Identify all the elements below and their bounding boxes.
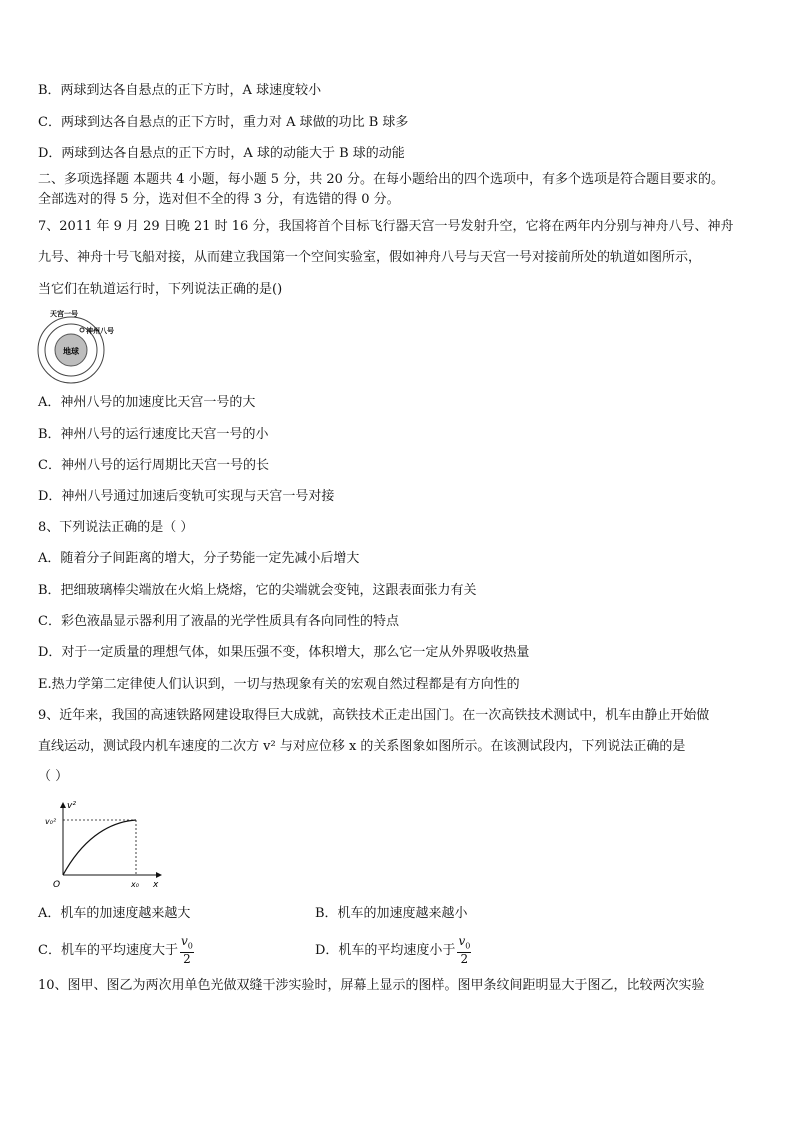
q8-option-c: C．彩色液晶显示器利用了液晶的光学性质具有各向同性的特点	[38, 614, 399, 629]
q10-stem-line1: 10、图甲、图乙为两次用单色光做双缝干涉实验时，屏幕上显示的图样。图甲条纹间距明显大于图乙，比较两次实验	[38, 978, 705, 993]
q7-stem-line3: 当它们在轨道运行时，下列说法正确的是()	[38, 282, 283, 297]
q9-option-c-text: C．机车的平均速度大于	[38, 943, 178, 959]
y-axis-label: v²	[67, 801, 76, 811]
q9-option-d-text: D．机车的平均速度小于	[315, 943, 456, 959]
q7-option-b: B．神州八号的运行速度比天宫一号的小	[38, 427, 269, 442]
x0-label: x₀	[131, 880, 139, 889]
q6-option-c: C．两球到达各自悬点的正下方时，重力对 A 球做的功比 B 球多	[38, 115, 409, 130]
q8-option-d: D．对于一定质量的理想气体，如果压强不变，体积增大，那么它一定从外界吸收热量	[38, 645, 530, 660]
frac-num: v	[180, 934, 188, 948]
tiangong-label: 天宫一号	[50, 310, 78, 318]
frac-sub: 0	[187, 941, 193, 951]
q6-option-d: D．两球到达各自悬点的正下方时，A 球的动能大于 B 球的动能	[38, 146, 405, 161]
frac-den: 2	[183, 952, 191, 967]
q9-stem-line1: 9、近年来，我国的高速铁路网建设取得巨大成就，高铁技术正走出国门。在一次高铁技术测试中，机车由静止开始做	[38, 708, 710, 723]
section2-heading-line2: 全部选对的得 5 分，选对但不全的得 3 分，有选错的得 0 分。	[38, 192, 400, 207]
frac-num: v	[458, 934, 466, 948]
q8-stem: 8、下列说法正确的是（ ）	[38, 520, 194, 535]
q9-stem-line3: （ ）	[38, 769, 69, 784]
q9-option-d	[315, 935, 471, 966]
v2-x-graph	[36, 797, 176, 893]
shenzhou-label: 神州八号	[86, 327, 114, 335]
shenzhou-dot	[80, 328, 84, 332]
q7-option-c: C．神州八号的运行周期比天宫一号的长	[38, 458, 269, 473]
q6-option-b: B．两球到达各自悬点的正下方时，A 球速度较小	[38, 83, 322, 98]
q9-stem-line2: 直线运动，测试段内机车速度的二次方 v² 与对应位移 x 的关系图象如图所示。在该测试段内，下列说法正确的是	[38, 739, 686, 754]
q7-stem-line1: 7、2011 年 9 月 29 日晚 21 时 16 分，我国将首个目标飞行器天宫一号发射升空，它将在两年内分别与神舟八号、神舟	[38, 219, 734, 234]
frac-sub: 0	[465, 941, 471, 951]
section2-heading-line1: 二、多项选择题 本题共 4 小题，每小题 5 分，共 20 分。在每小题给出的四个选项中，有多个选项是符合题目要求的。	[38, 172, 725, 187]
q9-option-c-fraction	[180, 935, 194, 966]
q9-option-b: B．机车的加速度越来越小	[315, 906, 468, 921]
q9-option-d-fraction	[457, 935, 471, 966]
orbit-figure	[36, 305, 136, 385]
q8-option-e: E.热力学第二定律使人们认识到，一切与热现象有关的宏观自然过程都是有方向性的	[38, 677, 520, 692]
q8-option-b: B．把细玻璃棒尖端放在火焰上烧熔，它的尖端就会变钝，这跟表面张力有关	[38, 583, 477, 598]
q9-option-c	[38, 935, 194, 966]
q9-option-a: A．机车的加速度越来越大	[38, 906, 191, 921]
v2-curve	[63, 820, 136, 875]
earth-label: 地球	[63, 347, 79, 356]
frac-den: 2	[460, 952, 469, 967]
origin-label: O	[53, 880, 61, 890]
x-axis-label: x	[153, 880, 159, 890]
q8-option-a: A．随着分子间距离的增大，分子势能一定先减小后增大	[38, 551, 360, 566]
q7-option-d: D．神州八号通过加速后变轨可实现与天宫一号对接	[38, 489, 335, 504]
v0sq-label: v₀²	[45, 817, 57, 826]
q7-option-a: A．神州八号的加速度比天宫一号的大	[38, 395, 256, 410]
q7-stem-line2: 九号、神舟十号飞船对接，从而建立我国第一个空间实验室，假如神舟八号与天宫一号对接前所处的轨道如图所示，	[38, 250, 702, 265]
